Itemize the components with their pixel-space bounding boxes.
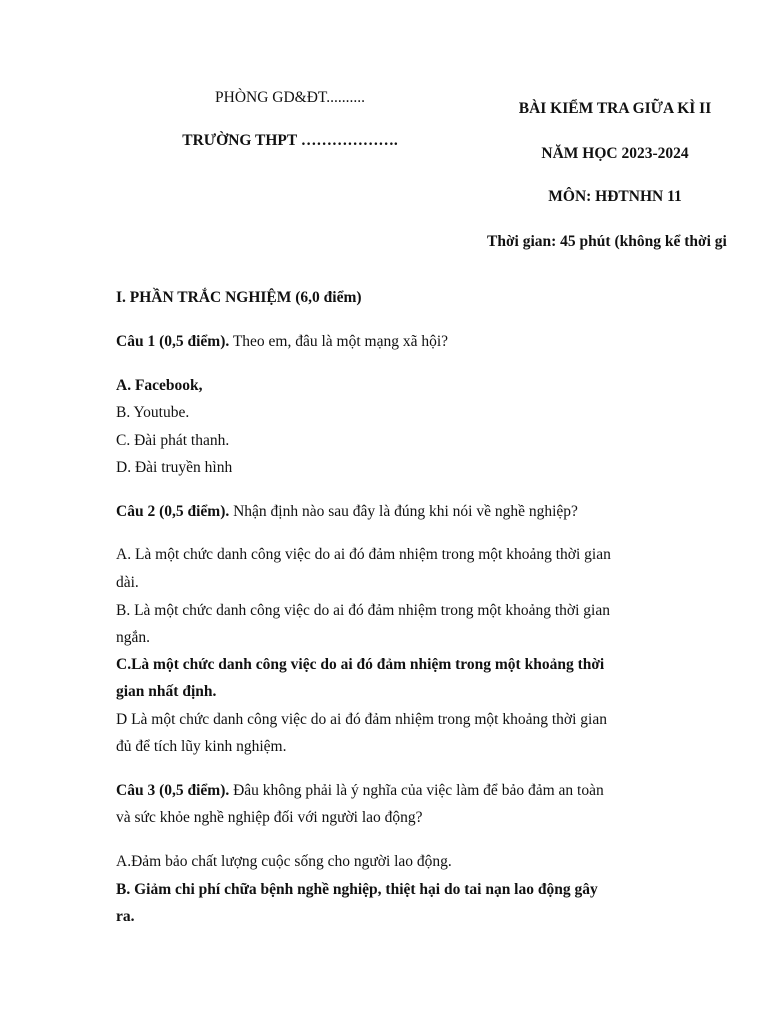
option-3b-line2: ra. — [116, 908, 135, 925]
question-3-continued: và sức khỏe nghề nghiệp đối với người lao động? — [116, 809, 423, 826]
school-name: TRƯỜNG THPT ………………. — [182, 132, 398, 149]
department-name: PHÒNG GD&ĐT.......... — [215, 89, 365, 106]
question-2 — [116, 503, 578, 521]
question-label: Câu 3 (0,5 điểm). — [116, 782, 230, 799]
option-1b: B. Youtube. — [116, 404, 190, 421]
exam-time: Thời gian: 45 phút (không kể thời gi — [487, 233, 727, 250]
option-2b-line1: B. Là một chức danh công việc do ai đó đảm nhiệm trong một khoảng thời gian — [116, 602, 610, 619]
school-year: NĂM HỌC 2023-2024 — [541, 145, 689, 162]
option-2c-line2: gian nhất định. — [116, 683, 217, 700]
option-2c-line1: C.Là một chức danh công việc do ai đó đảm nhiệm trong một khoảng thời — [116, 656, 605, 673]
option-1a: A. Facebook, — [116, 377, 203, 394]
question-text: Theo em, đâu là một mạng xã hội? — [229, 333, 449, 350]
question-label: Câu 1 (0,5 điểm). — [116, 333, 230, 350]
option-2b-line2: ngắn. — [116, 629, 151, 646]
question-text: Nhận định nào sau đây là đúng khi nói về nghề nghiệp? — [229, 503, 578, 520]
question-label: Câu 2 (0,5 điểm). — [116, 503, 230, 520]
subject: MÔN: HĐTNHN 11 — [548, 188, 682, 205]
option-1c: C. Đài phát thanh. — [116, 432, 230, 449]
option-2d-line1: D Là một chức danh công việc do ai đó đảm nhiệm trong một khoảng thời gian — [116, 711, 607, 728]
question-3 — [116, 782, 604, 800]
option-2a-line1: A. Là một chức danh công việc do ai đó đảm nhiệm trong một khoảng thời gian — [116, 546, 611, 563]
option-3a: A.Đảm bảo chất lượng cuộc sống cho người lao động. — [116, 853, 452, 870]
exam-title: BÀI KIỂM TRA GIỮA KÌ II — [518, 100, 712, 117]
option-2d-line2: đủ để tích lũy kinh nghiệm. — [116, 738, 287, 755]
option-1d: D. Đài truyền hình — [116, 459, 233, 476]
section-title: I. PHẦN TRẮC NGHIỆM (6,0 điểm) — [116, 289, 362, 306]
option-2a-line2: dài. — [116, 574, 139, 591]
question-text: Đâu không phải là ý nghĩa của việc làm để bảo đảm an toàn — [229, 782, 604, 799]
option-3b-line1: B. Giảm chi phí chữa bệnh nghề nghiệp, thiệt hại do tai nạn lao động gây — [116, 881, 598, 898]
question-1 — [116, 333, 448, 351]
